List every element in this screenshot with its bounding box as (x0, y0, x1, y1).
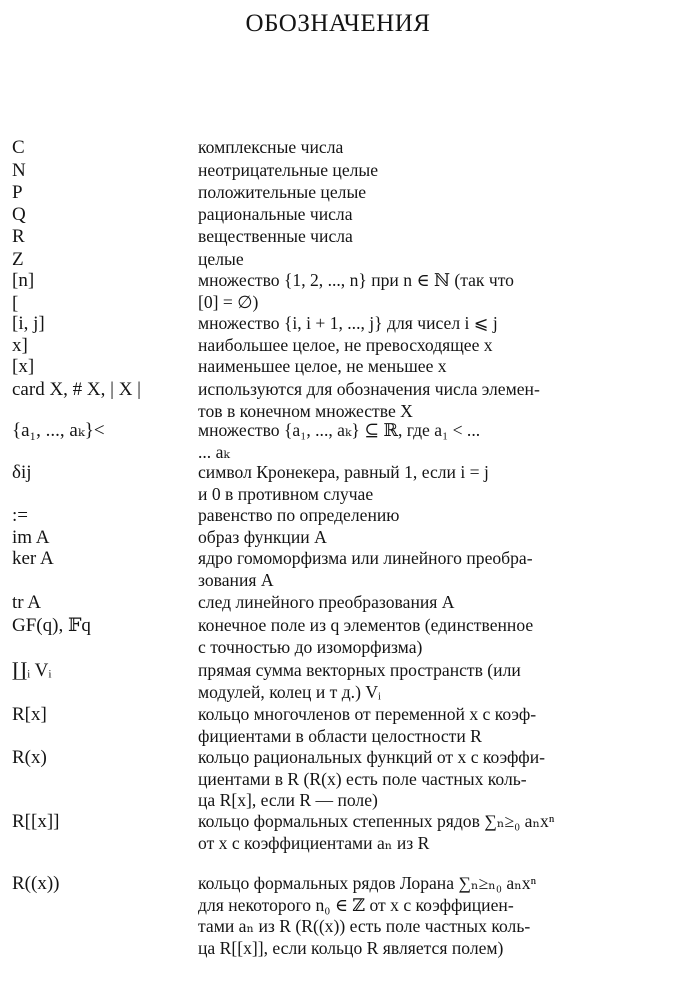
definition-line: ца R[[x]], если кольцо R является полем) (198, 937, 504, 958)
definition-line: множество {a₁, ..., aₖ} ⊆ ℝ, где a₁ < ... (198, 420, 481, 440)
notation-definition (198, 335, 650, 357)
notation-symbol: tr A (12, 592, 42, 613)
notation-definition (198, 379, 650, 422)
notation-definition (198, 811, 650, 854)
notation-symbol: Z (12, 249, 24, 270)
notation-symbol: N (12, 160, 26, 181)
notation-symbol: ∐ᵢ Vᵢ (12, 660, 52, 681)
notation-symbol: δij (12, 462, 32, 483)
definition-line: кольцо формальных рядов Лорана ∑ₙ≥ₙ₀ aₙxⁿ (198, 873, 537, 893)
notation-definition (198, 660, 650, 703)
notation-symbol: [i, j] (12, 313, 45, 334)
definition-line: ядро гомоморфизма или линейного преобра- (198, 548, 533, 568)
definition-line: зования A (198, 569, 274, 590)
definition-line: положительные целые (198, 182, 367, 202)
notation-symbol: R[x] (12, 704, 47, 725)
notation-definition (198, 420, 650, 463)
notation-definition (198, 204, 650, 226)
notation-symbol: Q (12, 204, 26, 225)
definition-line: кольцо формальных степенных рядов ∑ₙ≥₀ aₙxⁿ (198, 811, 555, 831)
definition-line: вещественные числа (198, 226, 353, 246)
definition-line: кольцо многочленов от переменной x с коэф- (198, 704, 537, 724)
definition-line: прямая сумма векторных пространств (или (198, 660, 521, 680)
page-title: ОБОЗНАЧЕНИЯ (245, 10, 431, 37)
notation-symbol: R(x) (12, 747, 47, 768)
notation-symbol: card X, # X, | X | (12, 379, 141, 400)
notation-symbol: {a₁, ..., aₖ}< (12, 420, 105, 441)
notation-definition (198, 527, 650, 549)
definition-line: циентами в R (R(x) есть поле частных коль- (198, 768, 527, 789)
definition-line: модулей, колец и т д.) Vᵢ (198, 681, 381, 702)
notation-symbol: [n] (12, 270, 35, 291)
definition-line: символ Кронекера, равный 1, если i = j (198, 462, 489, 482)
definition-line: тов в конечном множестве X (198, 400, 413, 421)
notation-symbol: ker A (12, 548, 54, 569)
notation-definition (198, 548, 650, 591)
definition-line: множество {1, 2, ..., n} при n ∈ ℕ (так что (198, 270, 514, 290)
definition-line: образ функции A (198, 527, 327, 547)
definition-line: тами aₙ из R (R((x)) есть поле частных коль- (198, 916, 531, 936)
definition-line: комплексные числа (198, 137, 344, 157)
notation-symbol: R (12, 226, 25, 247)
definition-line: наибольшее целое, не превосходящее x (198, 335, 493, 355)
notation-symbol: [ (12, 293, 19, 314)
notation-symbol: im A (12, 527, 50, 548)
definition-line: от x с коэффициентами aₙ из R (198, 832, 430, 853)
definition-line: ца R[x], если R — поле) (198, 790, 378, 810)
definition-line: для некоторого n₀ ∈ ℤ от x с коэффициен- (198, 894, 514, 915)
definition-line: кольцо рациональных функций от x с коэффи- (198, 747, 545, 767)
notation-definition (198, 505, 650, 527)
notation-symbol: C (12, 137, 25, 158)
definition-line: след линейного преобразования A (198, 592, 455, 612)
notation-symbol: P (12, 182, 23, 203)
notation-definition (198, 137, 650, 159)
notation-definition (198, 356, 650, 378)
definition-line: фициентами в области целостности R (198, 725, 482, 746)
notation-symbol: R((x)) (12, 873, 60, 894)
definition-line: и 0 в противном случае (198, 483, 374, 504)
notation-definition (198, 160, 650, 182)
notation-definition (198, 462, 650, 505)
notation-definition (198, 615, 650, 658)
notation-definition (198, 249, 650, 271)
notation-definition (198, 873, 650, 959)
definition-line: с точностью до изоморфизма) (198, 636, 423, 657)
definition-line: используются для обозначения числа элемен- (198, 379, 540, 399)
definition-line: рациональные числа (198, 204, 353, 224)
notation-definition (198, 270, 650, 313)
definition-line: множество {i, i + 1, ..., j} для чисел i ⩽ j (198, 313, 498, 333)
definition-line: [0] = ∅) (198, 291, 259, 312)
definition-line: наименьшее целое, не меньшее x (198, 356, 447, 376)
notation-definition (198, 313, 650, 335)
notation-symbol: R[[x]] (12, 811, 60, 832)
definition-line: ... aₖ (198, 441, 230, 462)
notation-definition (198, 747, 650, 812)
notation-symbol: x] (12, 335, 28, 356)
definition-line: конечное поле из q элементов (единственное (198, 615, 534, 635)
notation-symbol: GF(q), 𝔽q (12, 615, 91, 636)
notation-definition (198, 226, 650, 248)
definition-line: целые (198, 249, 244, 269)
notation-symbol: := (12, 505, 28, 526)
notation-definition (198, 182, 650, 204)
definition-line: равенство по определению (198, 505, 400, 525)
notation-definition (198, 704, 650, 747)
notation-symbol: [x] (12, 356, 35, 377)
notation-definition (198, 592, 650, 614)
definition-line: неотрицательные целые (198, 160, 379, 180)
